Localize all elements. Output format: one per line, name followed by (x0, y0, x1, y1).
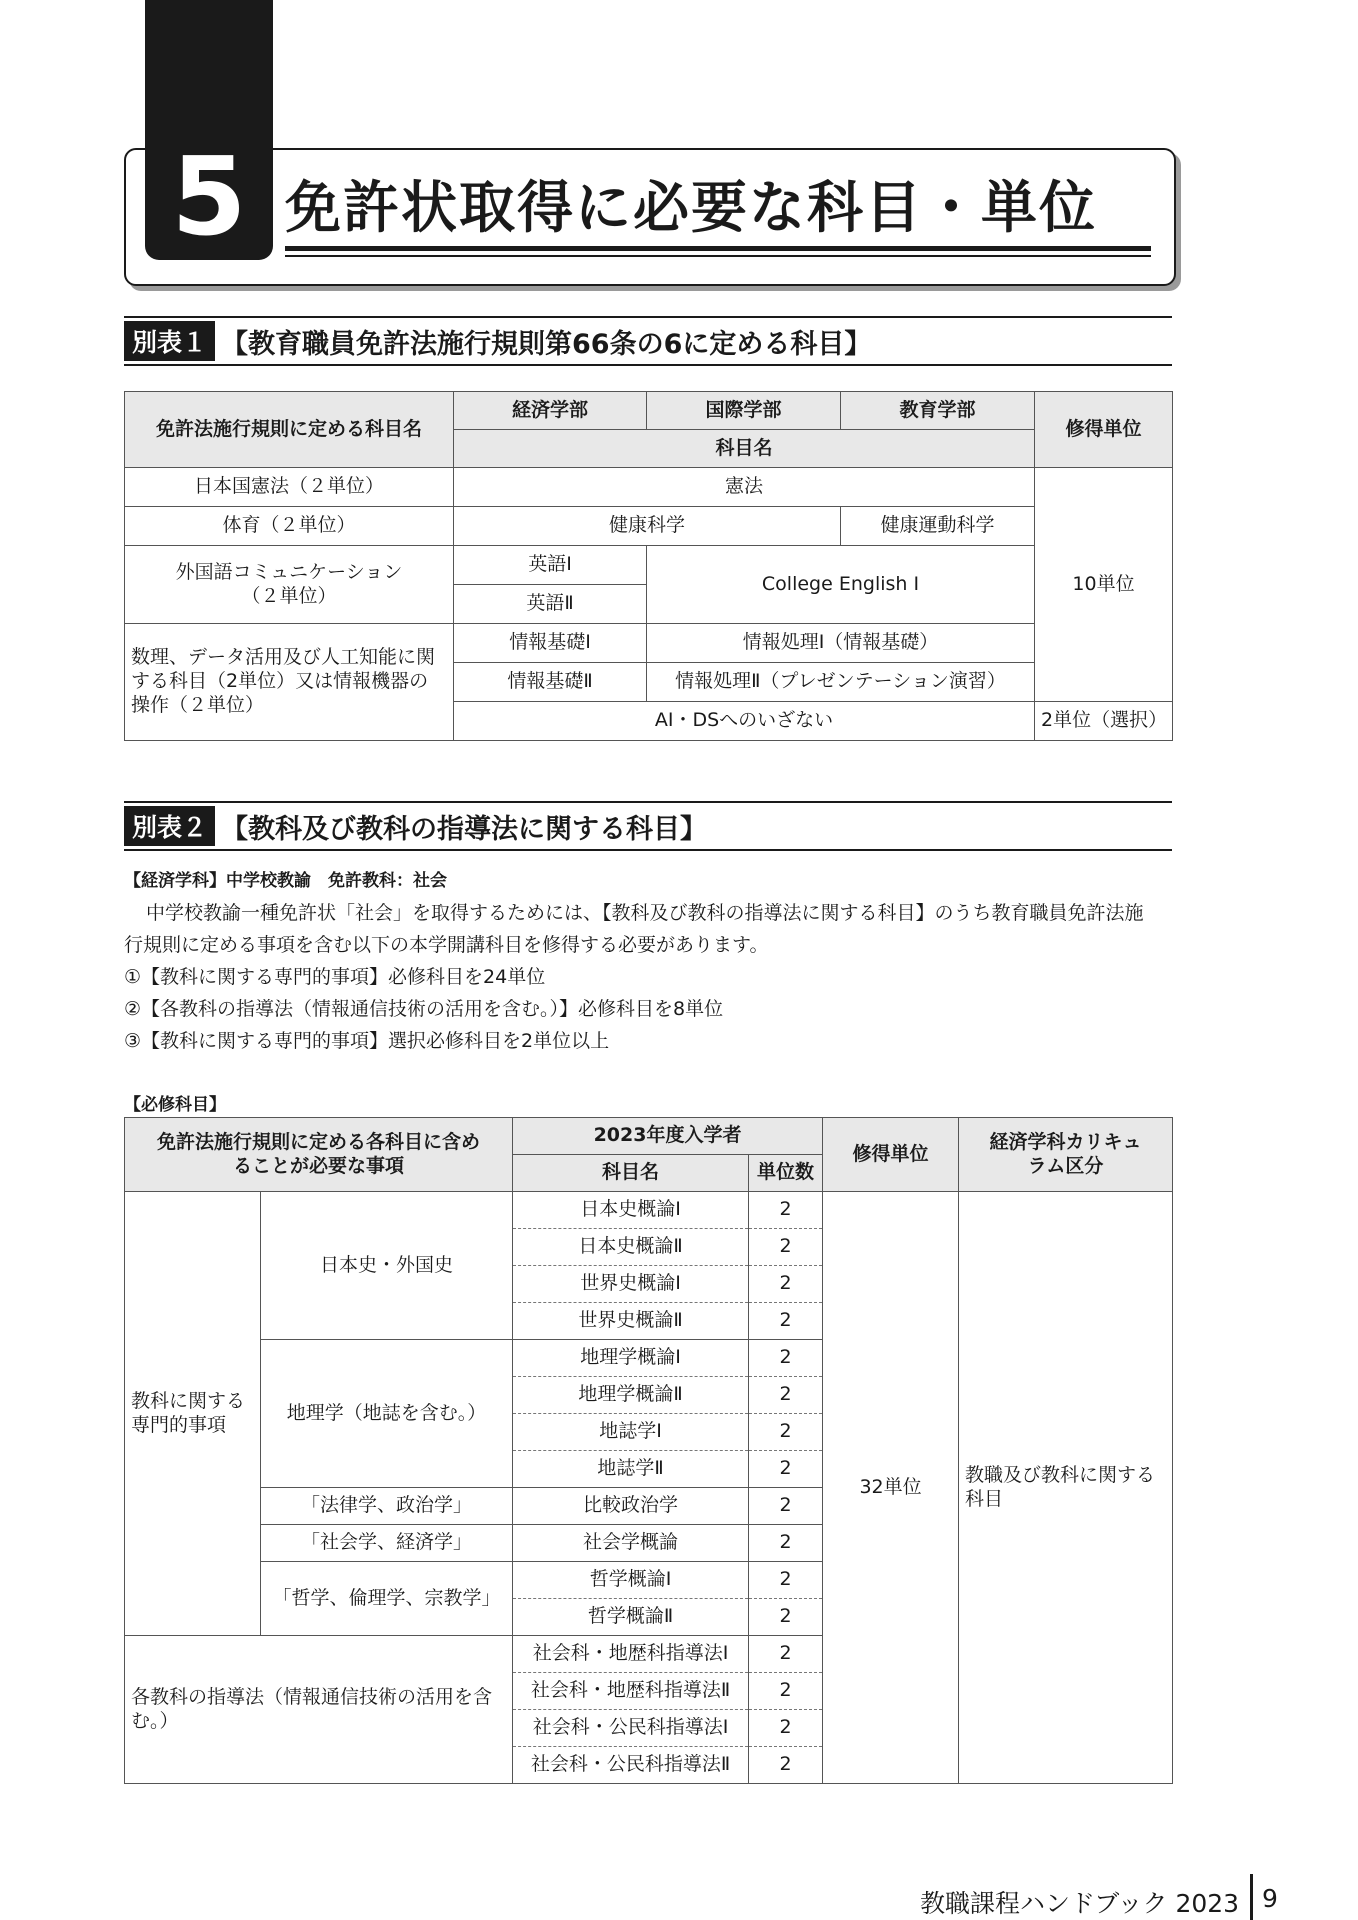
subject-name: 哲学概論Ⅱ (513, 1599, 749, 1636)
header-dept-education: 教育学部 (841, 392, 1035, 430)
subject-units: 2 (749, 1451, 823, 1488)
list-item-2: ②【各教科の指導法（情報通信技術の活用を含む。）】必修科目を8単位 (124, 998, 724, 1020)
group-law-politics: 「法律学、政治学」 (261, 1488, 513, 1525)
section1-title: 【教育職員免許法施行規則第66条の6に定める科目】 (221, 328, 872, 360)
subject-units: 2 (749, 1710, 823, 1747)
subject-english-1: 英語Ⅰ (454, 546, 647, 585)
rule-data-ai: 数理、データ活用及び人工知能に関する科目（2単位）又は情報機器の操作（２単位） (125, 624, 454, 741)
group-philosophy: 「哲学、倫理学、宗教学」 (261, 1562, 513, 1636)
chapter-title: 免許状取得に必要な科目・単位 (285, 176, 1097, 241)
subject-units: 2 (749, 1673, 823, 1710)
subject-ai-ds: AI・DSへのいざない (454, 702, 1035, 741)
header-year: 2023年度入学者 (513, 1118, 823, 1155)
subject-name: 比較政治学 (513, 1488, 749, 1525)
subject-name: 地理学概論Ⅱ (513, 1377, 749, 1414)
category-teaching-methods: 各教科の指導法（情報通信技術の活用を含む。） (125, 1636, 513, 1784)
section2-subheading: 【経済学科】中学校教諭 免許教科：社会 (124, 871, 447, 891)
subject-units: 2 (749, 1747, 823, 1784)
header-dept-international: 国際学部 (647, 392, 841, 430)
footer-title: 教職課程ハンドブック 2023 (920, 1889, 1240, 1918)
curriculum-category: 教職及び教科に関する科目 (959, 1192, 1173, 1784)
subject-units: 2 (749, 1303, 823, 1340)
subject-name: 世界史概論Ⅰ (513, 1266, 749, 1303)
section2-badge: 別表２ (124, 806, 215, 846)
table-required-subjects (124, 1117, 1173, 1784)
subject-units: 2 (749, 1377, 823, 1414)
subject-name: 地理学概論Ⅰ (513, 1340, 749, 1377)
subject-units: 2 (749, 1266, 823, 1303)
subject-english-2: 英語Ⅱ (454, 585, 647, 624)
subject-units: 2 (749, 1414, 823, 1451)
subject-college-english: College English Ⅰ (647, 546, 1035, 624)
credits-total: 32単位 (823, 1192, 959, 1784)
list-item-1: ①【教科に関する専門的事項】必修科目を24単位 (124, 966, 546, 988)
table-subjects-66-6 (124, 391, 1173, 741)
header-curriculum: 経済学科カリキュラム区分 (959, 1118, 1173, 1192)
footer-divider (1250, 1874, 1253, 1920)
chapter-number: 5 (171, 135, 247, 260)
required-label: 【必修科目】 (124, 1095, 226, 1115)
header-subject-name: 科目名 (454, 430, 1035, 468)
subject-units: 2 (749, 1525, 823, 1562)
credits-elective: 2単位（選択） (1035, 702, 1173, 741)
subject-units: 2 (749, 1562, 823, 1599)
subject-info-processing-1: 情報処理Ⅰ（情報基礎） (647, 624, 1035, 663)
subject-units: 2 (749, 1340, 823, 1377)
paragraph-line-2: 行規則に定める事項を含む以下の本学開講科目を修得する必要があります。 (124, 934, 769, 956)
subject-constitution: 憲法 (454, 468, 1035, 507)
header-dept-economics: 経済学部 (454, 392, 647, 430)
subject-name: 哲学概論Ⅰ (513, 1562, 749, 1599)
subject-units: 2 (749, 1636, 823, 1673)
rule-pe: 体育（２単位） (125, 507, 454, 546)
header-rule-subject: 免許法施行規則に定める科目名 (125, 392, 454, 468)
section1-badge: 別表１ (124, 321, 215, 361)
subject-units: 2 (749, 1229, 823, 1266)
section1-heading (124, 316, 1172, 366)
subject-name: 社会学概論 (513, 1525, 749, 1562)
section2-title: 【教科及び教科の指導法に関する科目】 (221, 813, 708, 845)
chapter-title-rule-thin (285, 255, 1151, 257)
subject-name: 日本史概論Ⅰ (513, 1192, 749, 1229)
credits-main: 10単位 (1035, 468, 1173, 702)
subject-name: 日本史概論Ⅱ (513, 1229, 749, 1266)
header-matters: 免許法施行規則に定める各科目に含めることが必要な事項 (125, 1118, 513, 1192)
group-sociology-economics: 「社会学、経済学」 (261, 1525, 513, 1562)
rule-foreign-language: 外国語コミュニケーション（２単位） (125, 546, 454, 624)
header-credits: 修得単位 (1035, 392, 1173, 468)
header-units: 単位数 (749, 1155, 823, 1192)
subject-name: 社会科・地歴科指導法Ⅰ (513, 1636, 749, 1673)
subject-name: 社会科・地歴科指導法Ⅱ (513, 1673, 749, 1710)
subject-units: 2 (749, 1488, 823, 1525)
subject-name: 社会科・公民科指導法Ⅰ (513, 1710, 749, 1747)
category-specialized: 教科に関する専門的事項 (125, 1192, 261, 1636)
subject-info-basic-2: 情報基礎Ⅱ (454, 663, 647, 702)
list-item-3: ③【教科に関する専門的事項】選択必修科目を2単位以上 (124, 1030, 610, 1052)
subject-info-basic-1: 情報基礎Ⅰ (454, 624, 647, 663)
subject-info-processing-2: 情報処理Ⅱ（プレゼンテーション演習） (647, 663, 1035, 702)
subject-health-exercise: 健康運動科学 (841, 507, 1035, 546)
group-geography: 地理学（地誌を含む。） (261, 1340, 513, 1488)
rule-constitution: 日本国憲法（２単位） (125, 468, 454, 507)
header-credits: 修得単位 (823, 1118, 959, 1192)
subject-name: 世界史概論Ⅱ (513, 1303, 749, 1340)
group-history: 日本史・外国史 (261, 1192, 513, 1340)
subject-units: 2 (749, 1192, 823, 1229)
page-number: 9 (1262, 1884, 1278, 1913)
subject-name: 地誌学Ⅰ (513, 1414, 749, 1451)
subject-health-science: 健康科学 (454, 507, 841, 546)
header-subject: 科目名 (513, 1155, 749, 1192)
paragraph-line-1: 中学校教諭一種免許状「社会」を取得するためには、【教科及び教科の指導法に関する科目】のうち教育職員免許法施 (146, 902, 1144, 924)
subject-units: 2 (749, 1599, 823, 1636)
chapter-title-rule (285, 246, 1151, 251)
subject-name: 地誌学Ⅱ (513, 1451, 749, 1488)
subject-name: 社会科・公民科指導法Ⅱ (513, 1747, 749, 1784)
section2-heading (124, 801, 1172, 851)
